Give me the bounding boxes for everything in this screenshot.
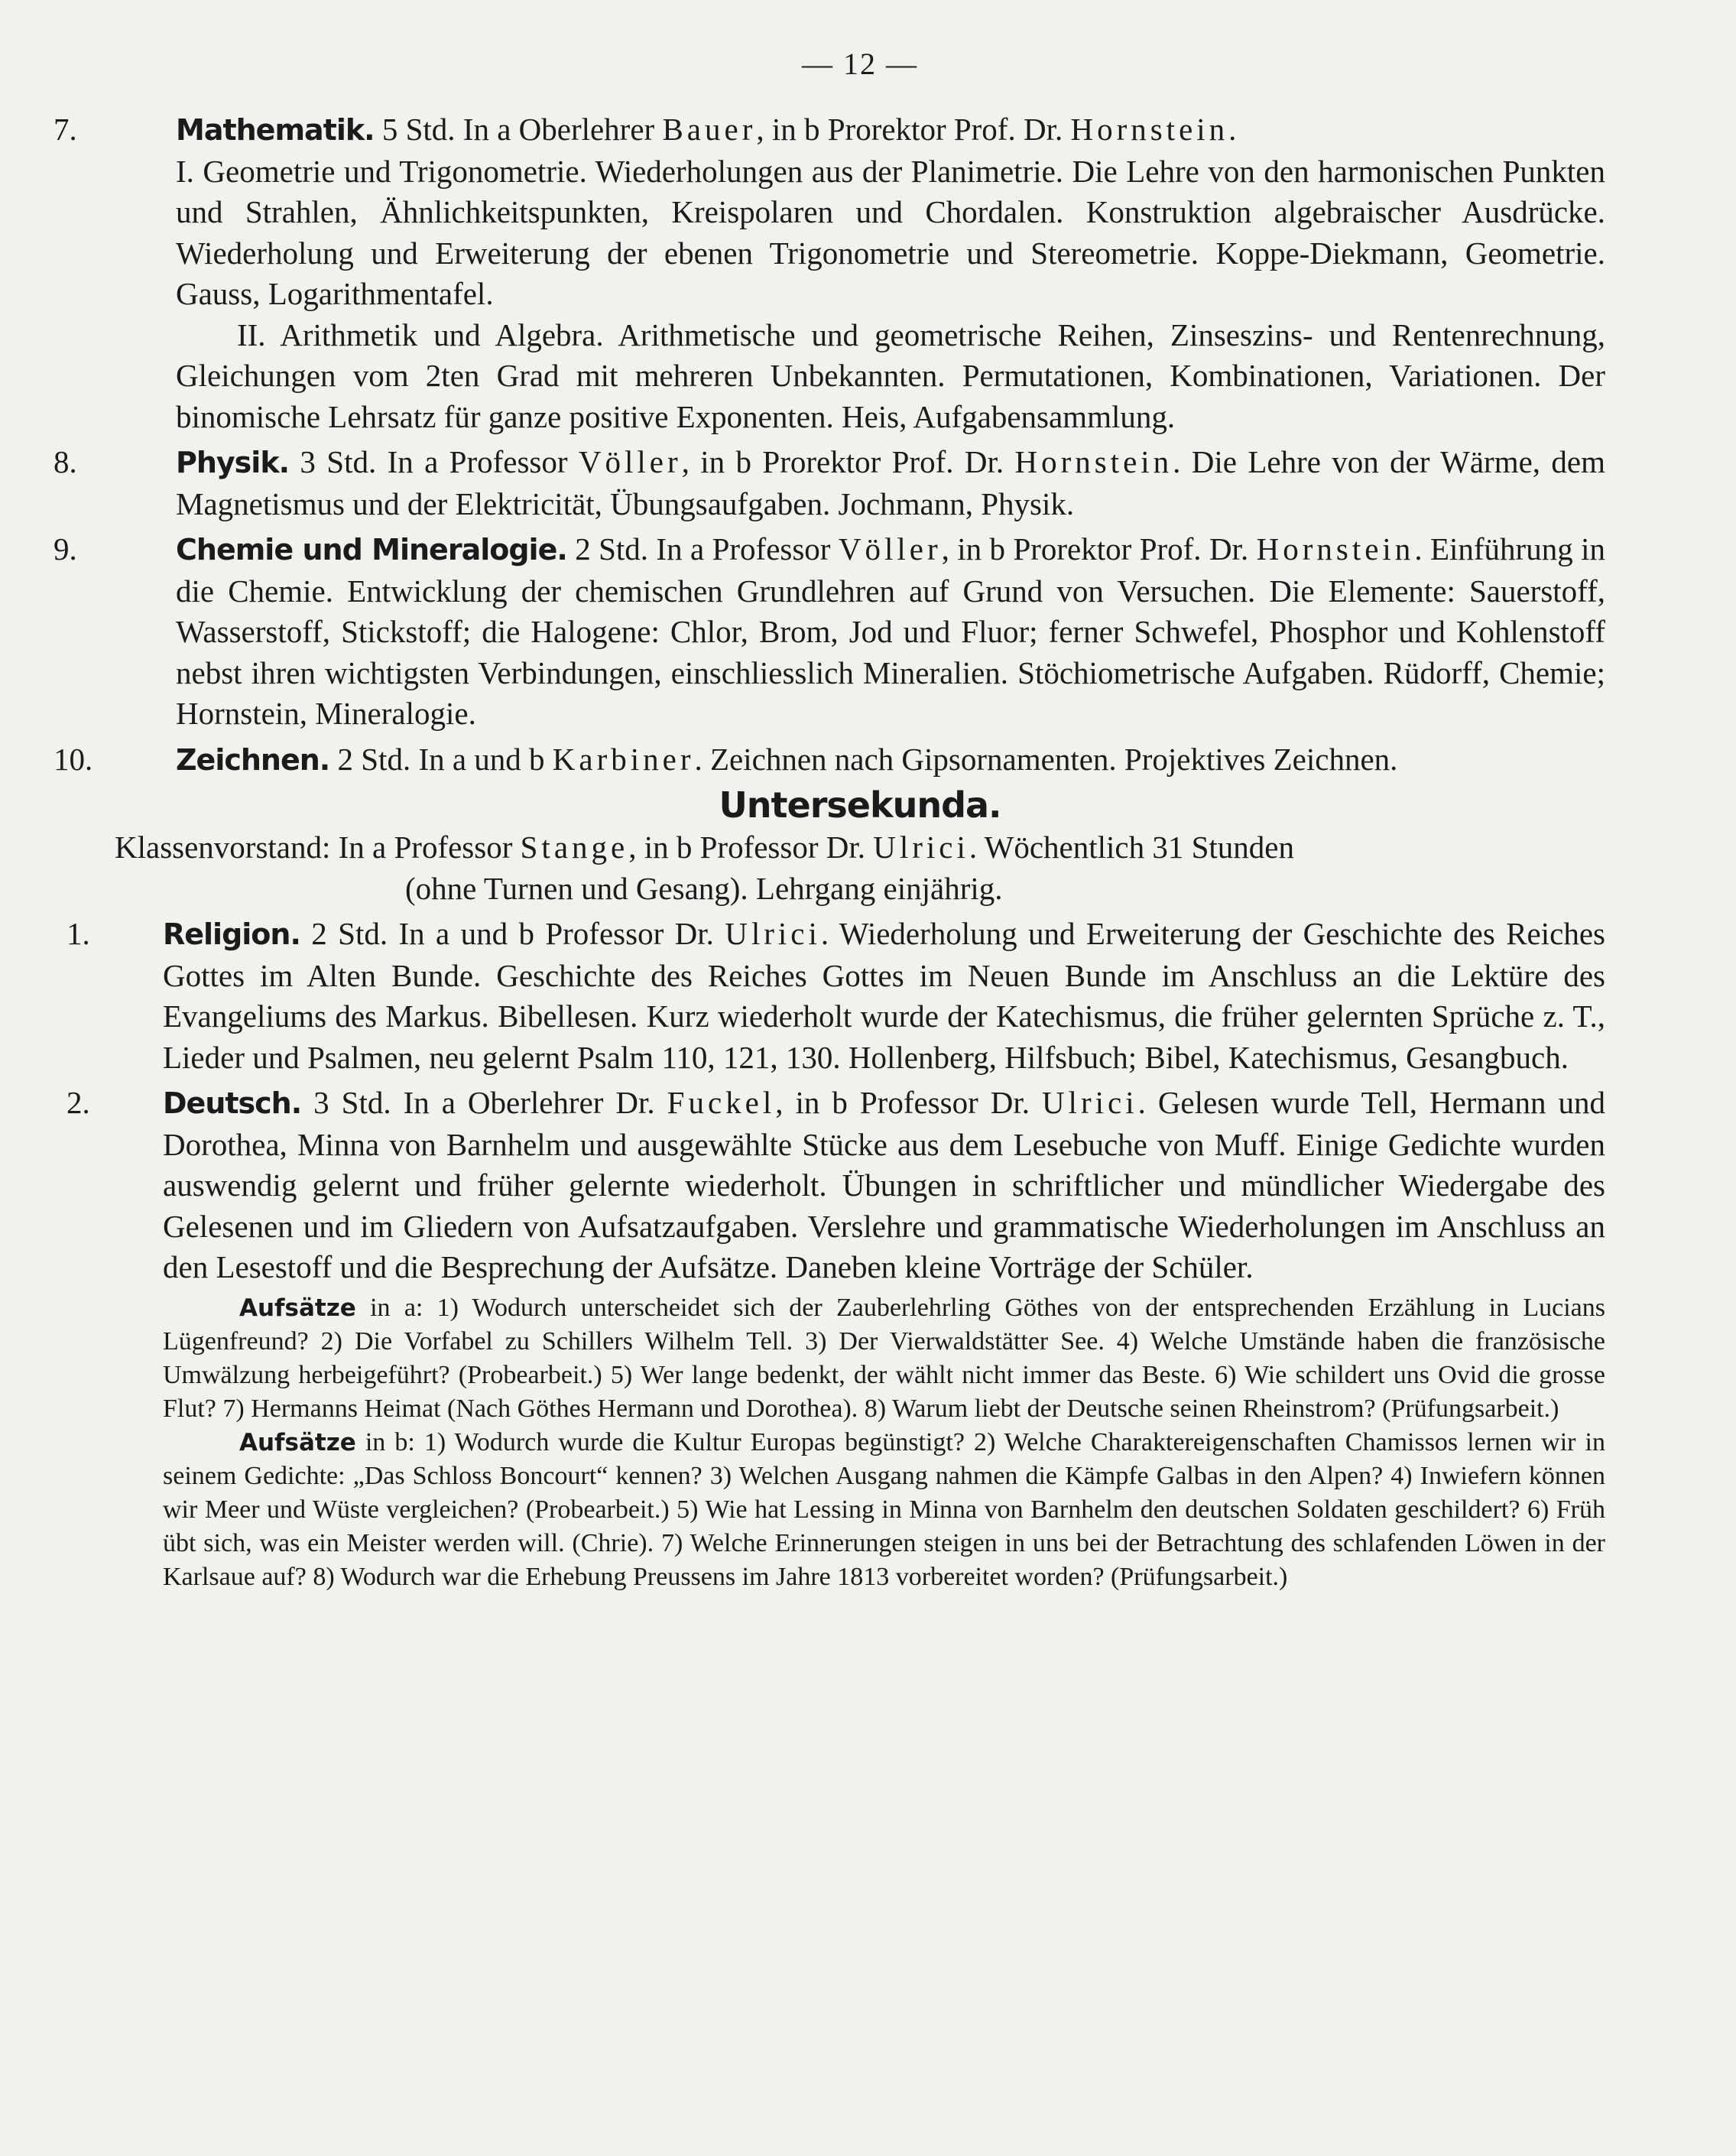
section-physik-text xyxy=(54,442,1605,524)
section-zeichnen-text xyxy=(54,739,1605,781)
arithmetic-paragraph: II. Arithmetik und Algebra. Arithmetische und geometrische Reihen, Zinseszins- und Rentenrechnung, Gleichungen vom 2ten Grad mit mehreren Unbekannten. Permutationen, Kombinationen, Variationen. Der binomische Lehrsatz für ganze positive Exponenten. Heis, Aufgabensammlung. xyxy=(176,317,1605,434)
section-text: 3 Std. In a Professor xyxy=(289,444,579,479)
section-text: . Einführung in die Chemie. Entwicklung der chemischen Grundlehren auf Grund von Versuchen. Die Elemente: Sauerstoff, Wasserstoff, Stickstoff; die Halogene: Chlor, Brom, Jod und Fluor; ferner Schwefel, Phosphor und Kohlenstoff nebst ihren wichtigsten Verbindungen, einschliesslich Mineralien. Stöchiometrische Aufgaben. Rüdorff, Chemie; Hornstein, Mineralogie. xyxy=(176,531,1605,731)
section-text: 2 Std. In a und b xyxy=(329,741,553,777)
essay-label: Aufsätze xyxy=(239,1428,356,1456)
teacher-name: Völler xyxy=(578,444,682,479)
teacher-name: Hornstein xyxy=(1070,112,1229,147)
section-deutsch xyxy=(67,1083,1605,1288)
section-text: 5 Std. In a Oberlehrer xyxy=(374,112,663,147)
section-deutsch-text xyxy=(67,1083,1605,1288)
subject-title: Deutsch. xyxy=(163,1086,302,1120)
teacher-name: Hornstein xyxy=(1256,531,1415,567)
subject-title: Chemie und Mineralogie. xyxy=(176,533,567,567)
klassenvorstand-text: , in b Professor Dr. xyxy=(628,830,874,865)
klassenvorstand xyxy=(115,826,1605,909)
subject-title: Physik. xyxy=(176,446,290,479)
section-number: 10. xyxy=(54,741,93,777)
klassenvorstand-text: Klassenvorstand: In a Professor xyxy=(115,830,521,865)
section-number: 8. xyxy=(54,444,77,479)
klassenvorstand-line-1 xyxy=(115,826,1605,868)
klassenvorstand-text: . Wöchentlich 31 Stunden xyxy=(969,830,1294,865)
klassenvorstand-line-2: (ohne Turnen und Gesang). Lehrgang einjährig. xyxy=(405,871,1003,906)
section-number: 2. xyxy=(67,1085,90,1120)
section-text: 2 Std. In a und b Professor Dr. xyxy=(300,916,725,951)
section-zeichnen xyxy=(54,739,1605,781)
essay-class: in a: xyxy=(355,1293,437,1322)
teacher-name: Karbiner xyxy=(552,741,695,777)
teacher-name: Ulrici xyxy=(725,916,821,951)
teacher-name: Bauer xyxy=(662,112,757,147)
teacher-name: Stange xyxy=(520,830,629,865)
subject-title: Mathematik. xyxy=(176,113,375,147)
essay-text: 1) Wodurch unterscheidet sich der Zauberlehrling Göthes von der entsprechenden Erzählung in Lucians Lügenfreund? 2) Die Vorfabel zu Schillers Wilhelm Tell. 3) Der Vierwaldstätter See. 4) Welche Umstände haben die französische Umwälzung herbeigeführt? (Probearbeit.) 5) Wer lange bedenkt, der wählt nicht immer das Beste. 6) Wie schildert uns Ovid die grosse Flut? 7) Hermanns Heimat (Nach Göthes Hermann und Dorothea). 8) Warum liebt der Deutsche seinen Rheinstrom? (Prüfungsarbeit.) xyxy=(163,1293,1606,1423)
class-heading: Untersekunda. xyxy=(719,784,1001,826)
section-text: 3 Std. In a Oberlehrer Dr. xyxy=(301,1085,667,1120)
teacher-name: Völler xyxy=(838,531,942,567)
section-text: . Die Lehre von der Wärme, dem Magnetismus und der Elektricität, Übungsaufgaben. Jochmann, Physik. xyxy=(176,444,1605,521)
teacher-name: Fuckel xyxy=(667,1085,776,1120)
geometry-paragraph: I. Geometrie und Trigonometrie. Wiederholungen aus der Planimetrie. Die Lehre von den harmonischen Punkten und Strahlen, Ähnlichkeitspunkten, Kreispolaren und Chordalen. Konstruktion algebraischer Ausdrücke. Wiederholung und Erweiterung der ebenen Trigonometrie und Stereometrie. Koppe-Diekmann, Geometrie. Gauss, Logarithmentafel. xyxy=(176,153,1605,311)
section-religion xyxy=(67,914,1605,1078)
section-text: . Zeichnen nach Gipsornamenten. Projektives Zeichnen. xyxy=(694,741,1398,777)
section-text: . xyxy=(1228,112,1237,147)
section-physik xyxy=(54,442,1605,524)
section-text: 2 Std. In a Professor xyxy=(566,531,839,567)
section-text: , in b Professor Dr. xyxy=(775,1085,1042,1120)
essay-class: in b: xyxy=(355,1427,424,1456)
section-number: 9. xyxy=(54,531,77,567)
section-number: 7. xyxy=(54,112,77,147)
section-religion-text xyxy=(67,914,1605,1078)
teacher-name: Ulrici xyxy=(1041,1085,1138,1120)
essay-label: Aufsätze xyxy=(239,1294,356,1322)
subject-title: Religion. xyxy=(163,917,300,951)
section-text: , in b Prorektor Prof. Dr. xyxy=(756,112,1071,147)
page-number: — 12 — xyxy=(802,47,918,81)
section-mathematik xyxy=(54,109,1605,437)
section-text: , in b Prorektor Prof. Dr. xyxy=(681,444,1015,479)
essay-text: 1) Wodurch wurde die Kultur Europas begünstigt? 2) Welche Charaktereigenschaften Chamissos lernen wir in seinem Gedichte: „Das Schloss Boncourt“ kennen? 3) Welchen Ausgang nahmen die Kämpfe Galbas in den Alpen? 4) Inwiefern können wir Meer und Wüste vergleichen? (Probearbeit.) 5) Wie hat Lessing in Minna von Barnhelm den deutschen Soldaten geschildert? 6) Früh übt sich, was ein Meister werden will. (Chrie). 7) Welche Erinnerungen steigen in uns bei der Betrachtung des schlafenden Löwen in der Karlsaue auf? 8) Wodurch war die Erhebung Preussens im Jahre 1813 vorbereitet worden? (Prüfungsarbeit.) xyxy=(163,1427,1605,1591)
document-page xyxy=(54,46,1606,1594)
essay-topics xyxy=(115,1291,1605,1594)
section-chemie xyxy=(54,529,1605,735)
teacher-name: Hornstein xyxy=(1014,444,1173,479)
section-mathematik-intro xyxy=(54,109,1605,151)
section-chemie-text xyxy=(54,529,1605,735)
subject-title: Zeichnen. xyxy=(176,742,330,777)
teacher-name: Ulrici xyxy=(873,830,969,865)
section-text: . Wiederholung und Erweiterung der Geschichte des Reiches Gottes im Alten Bunde. Geschichte des Reiches Gottes im Neuen Bunde im Anschluss an die Lektüre des Evangeliums des Markus. Bibellesen. Kurz wiederholt wurde der Katechismus, die früher gelernten Sprüche z. T., Lieder und Psalmen, neu gelernt Psalm 110, 121, 130. Hollenberg, Hilfsbuch; Bibel, Katechismus, Gesangbuch. xyxy=(163,916,1605,1075)
essay-topics-a xyxy=(163,1291,1605,1426)
essay-topics-b xyxy=(163,1426,1605,1594)
section-number: 1. xyxy=(67,916,90,951)
section-text: . Gelesen wurde Tell, Hermann und Dorothea, Minna von Barnhelm und ausgewählte Stücke aus dem Lesebuche von Muff. Einige Gedichte wurden auswendig gelernt und früher gelernte wiederholt. Übungen in schriftlicher und mündlicher Wiedergabe des Gelesenen und im Gliedern von Aufsatzaufgaben. Verslehre und grammatische Wiederholungen im Anschluss an den Lesestoff und die Besprechung der Aufsätze. Daneben kleine Vorträge der Schüler. xyxy=(163,1085,1605,1284)
section-text: , in b Prorektor Prof. Dr. xyxy=(941,531,1257,567)
